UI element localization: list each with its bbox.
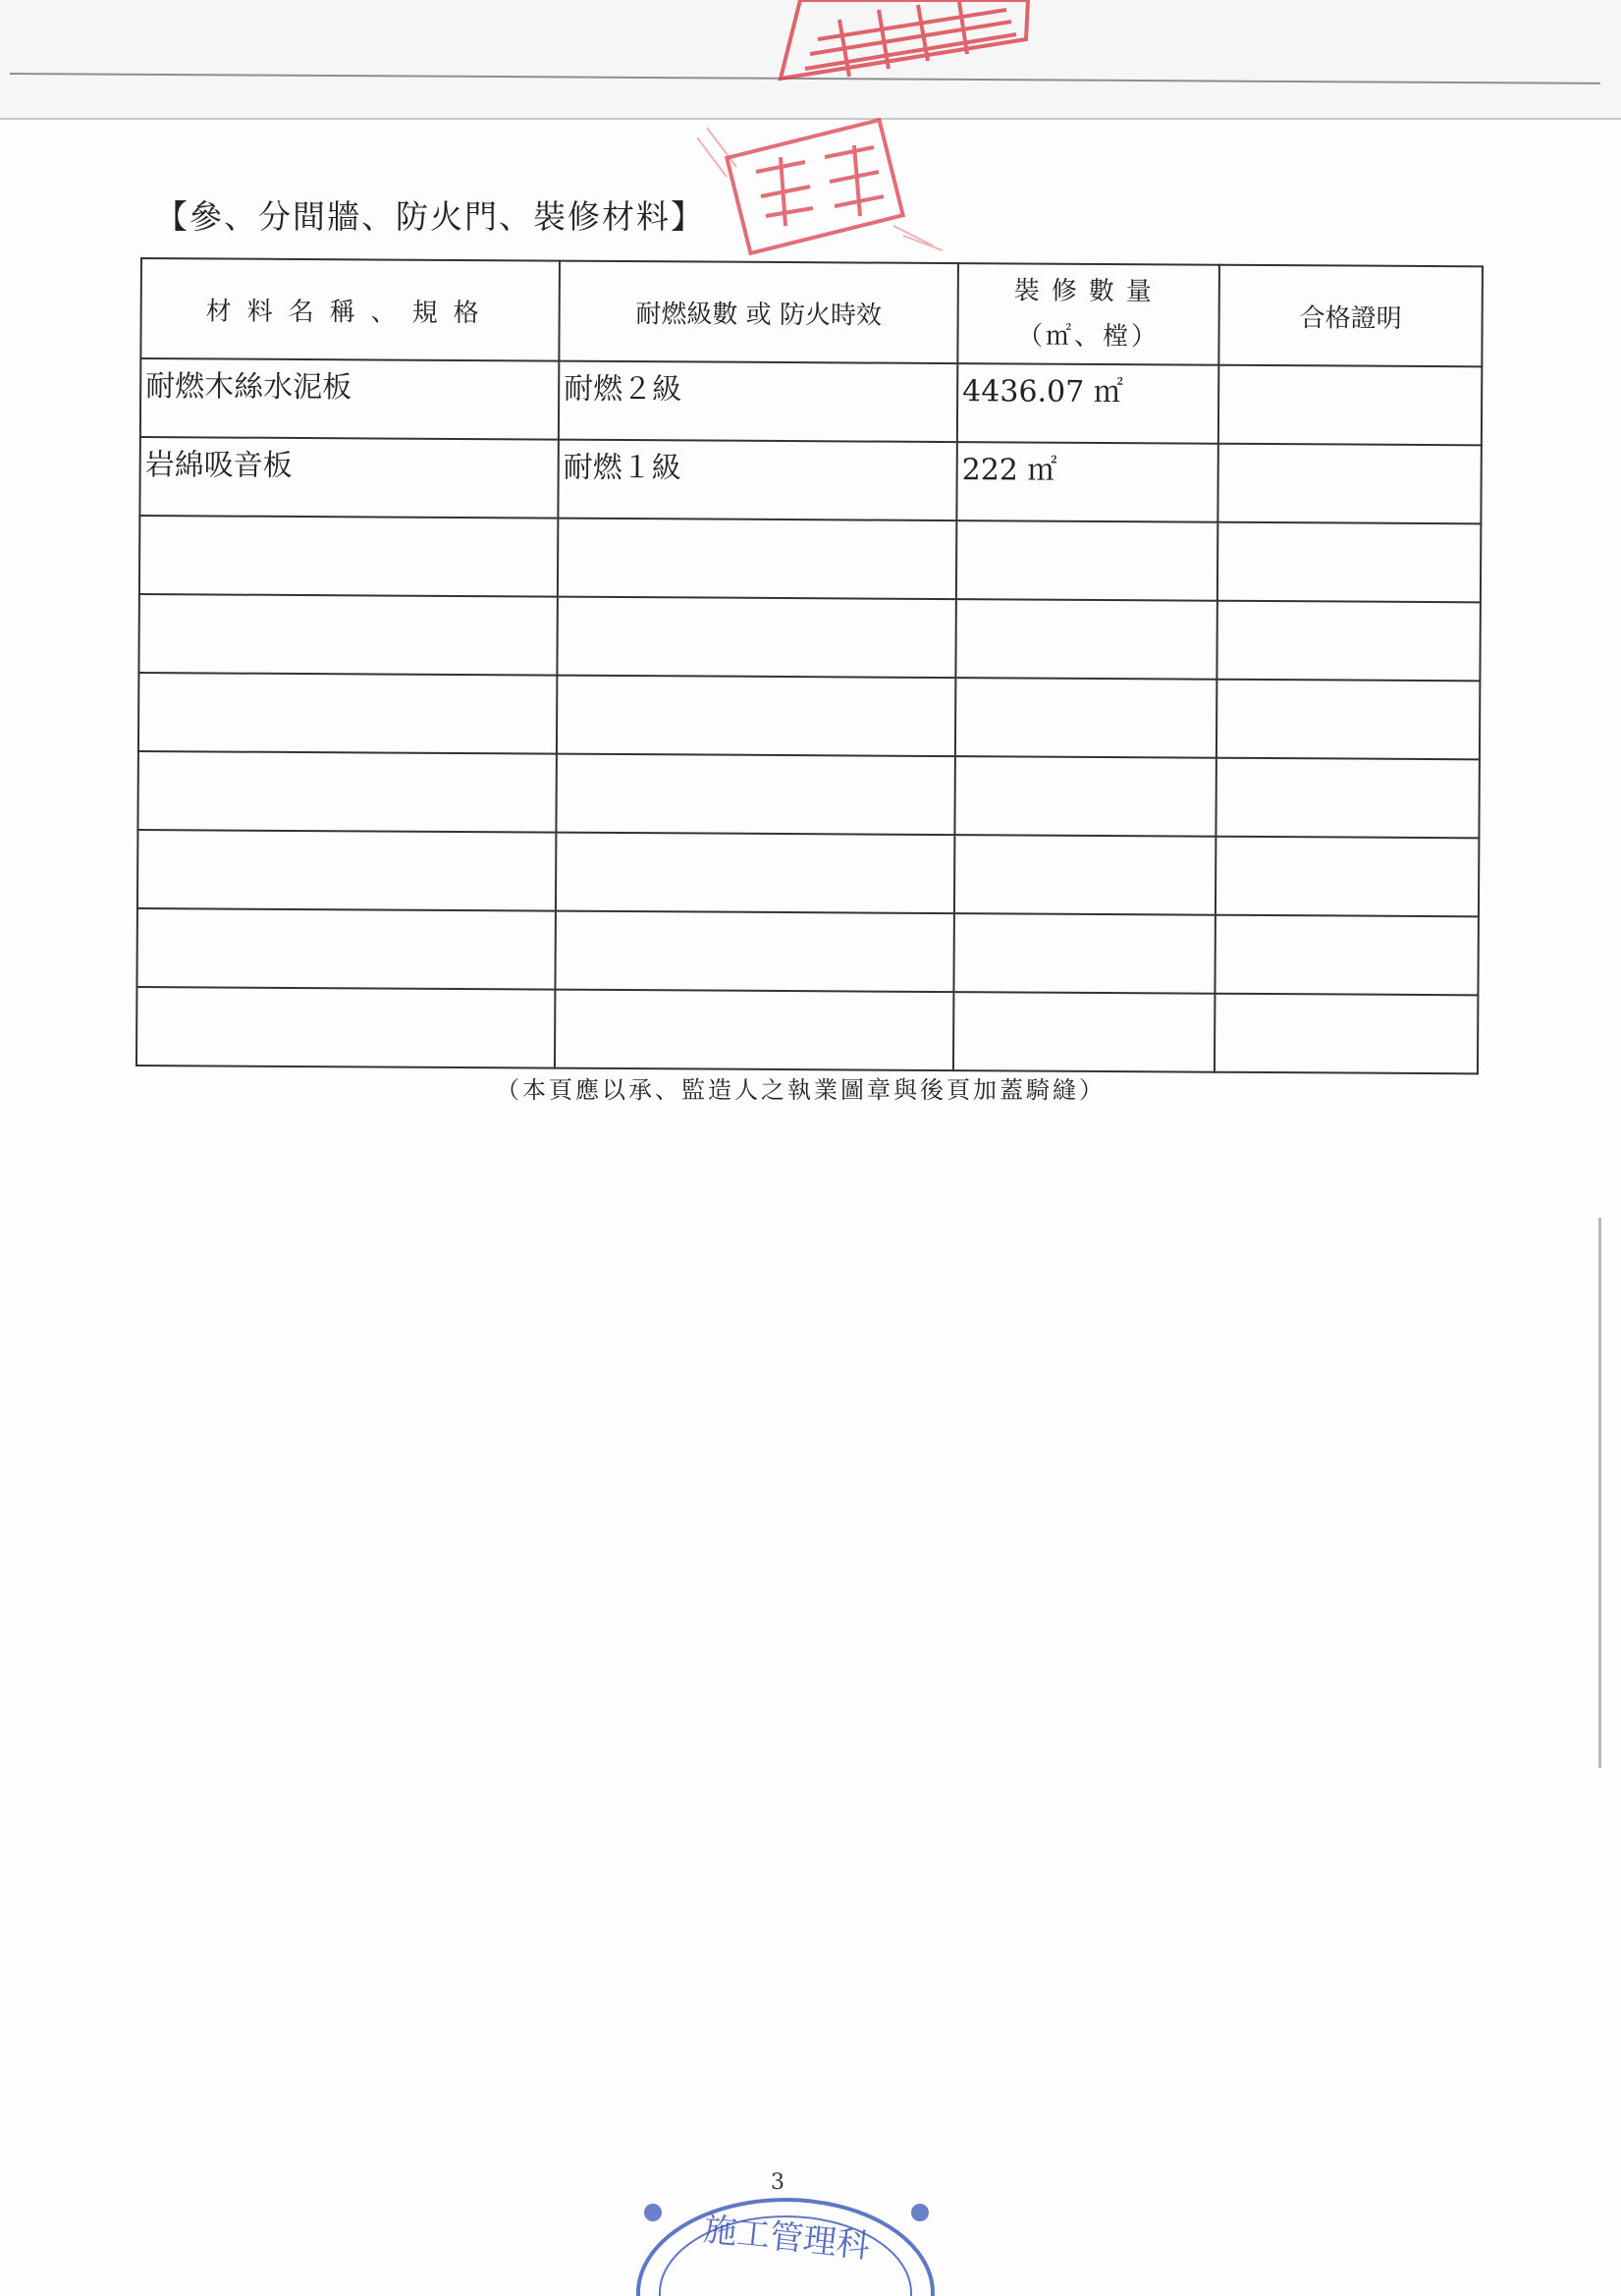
cell-certificate <box>1215 915 1478 996</box>
cell-fire-grade <box>555 990 953 1070</box>
section-heading: 【參、分間牆、防火門、裝修材料】 <box>155 197 705 236</box>
red-seal-stamp-middle <box>697 118 952 255</box>
table-row <box>140 358 1482 445</box>
page-number: 3 <box>771 2170 784 2195</box>
cell-fire-grade <box>555 911 953 992</box>
header-quantity-unit: （㎡、樘） <box>1016 321 1161 353</box>
table-row <box>136 987 1478 1073</box>
cell-material-name: 耐燃木絲水泥板 <box>140 358 559 440</box>
cell-certificate <box>1216 601 1480 682</box>
header-material-name: 材料名稱、規格 <box>140 258 560 361</box>
header-quantity <box>957 263 1219 365</box>
cell-certificate <box>1215 994 1478 1074</box>
table-row <box>138 594 1480 681</box>
cell-fire-grade <box>558 519 956 599</box>
table-row <box>137 751 1479 838</box>
svg-text:施工管理科: 施工管理科 <box>701 2210 872 2267</box>
cell-quantity <box>954 835 1216 915</box>
cell-material-name <box>137 830 556 911</box>
cell-quantity <box>953 992 1215 1072</box>
cell-quantity: 222 ㎡ <box>956 442 1217 522</box>
cell-certificate <box>1217 444 1481 524</box>
cell-material-name <box>136 987 555 1068</box>
cell-certificate <box>1216 758 1479 839</box>
table-row <box>138 673 1480 759</box>
table-row <box>136 908 1478 995</box>
cell-fire-grade <box>556 833 954 913</box>
header-fire-grade: 耐燃級數 或 防火時效 <box>559 261 958 363</box>
cell-material-name <box>138 673 557 754</box>
table-header-row <box>140 258 1483 366</box>
materials-table <box>135 257 1484 1074</box>
cell-quantity <box>953 913 1215 994</box>
cell-material-name: 岩綿吸音板 <box>139 437 558 519</box>
header-quantity-line1: 裝修數量 <box>1013 276 1163 307</box>
red-seal-stamp-top <box>771 0 1046 93</box>
table-row <box>139 437 1481 523</box>
table-row <box>137 830 1479 916</box>
table-row <box>139 516 1481 602</box>
header-certificate: 合格證明 <box>1218 265 1483 367</box>
cell-fire-grade <box>557 597 955 678</box>
cell-quantity: 4436.07 ㎡ <box>957 363 1218 444</box>
page-edge-shadow <box>1598 1218 1601 1768</box>
cell-quantity <box>956 520 1217 601</box>
cell-quantity <box>955 678 1216 758</box>
cell-quantity <box>954 756 1216 837</box>
page-seal-note: （本頁應以承、監造人之執業圖章與後頁加蓋騎縫） <box>496 1076 1106 1104</box>
cell-material-name <box>139 516 558 597</box>
cell-material-name <box>138 594 557 676</box>
cell-certificate <box>1216 837 1479 917</box>
office-stamp <box>614 2185 957 2296</box>
cell-material-name <box>137 751 556 833</box>
cell-fire-grade <box>557 676 955 756</box>
cell-certificate <box>1217 522 1481 603</box>
cell-certificate <box>1216 680 1480 760</box>
cell-certificate <box>1218 365 1482 446</box>
cell-material-name <box>136 908 555 990</box>
cell-fire-grade <box>556 754 954 835</box>
cell-fire-grade: 耐燃２級 <box>559 361 957 442</box>
cell-quantity <box>955 599 1216 680</box>
cell-fire-grade: 耐燃１級 <box>558 440 956 520</box>
